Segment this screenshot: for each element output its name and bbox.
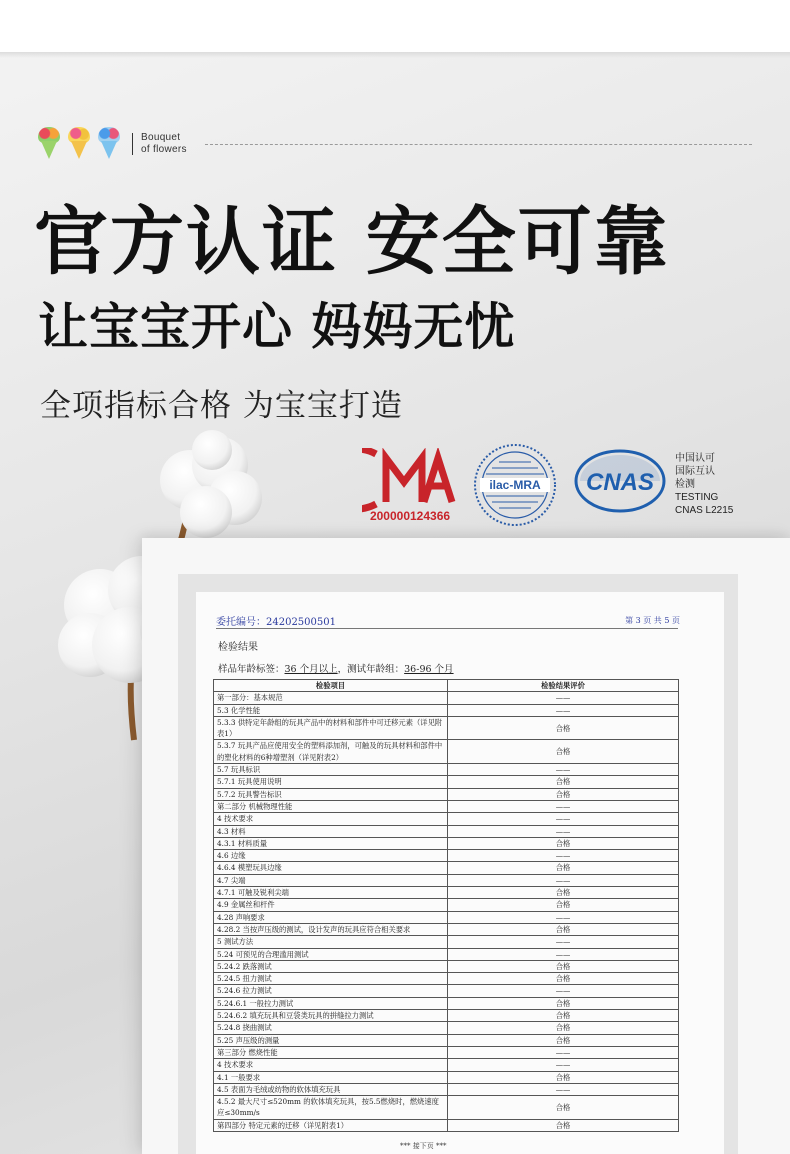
row-item: 4.28 声响要求 <box>214 911 448 923</box>
row-result: 合格 <box>448 1071 679 1083</box>
table-row <box>214 825 679 837</box>
row-item: 5.7 玩具标识 <box>214 764 448 776</box>
age-label-value: 36 个月以上 <box>284 664 338 675</box>
row-item: 4 技术要求 <box>214 813 448 825</box>
row-item: 5.24.6.1 一般拉力测试 <box>214 997 448 1009</box>
brand-line-1: Bouquet <box>141 132 181 143</box>
table-row <box>214 997 679 1009</box>
row-result: —— <box>448 800 679 812</box>
row-item: 4.7.1 可触及锐利尖端 <box>214 887 448 899</box>
row-result: —— <box>448 1046 679 1058</box>
top-band <box>0 0 790 52</box>
row-item: 5.24.6.2 填充玩具和豆袋类玩具的拼缝拉力测试 <box>214 1010 448 1022</box>
row-item: 第四部分 特定元素的迁移（详见附表1） <box>214 1119 448 1131</box>
table-header-row <box>214 680 679 692</box>
row-item: 5.25 声压级的测量 <box>214 1034 448 1046</box>
table-row <box>214 692 679 704</box>
row-result: —— <box>448 936 679 948</box>
row-result: 合格 <box>448 862 679 874</box>
row-item: 4.6.4 模塑玩具边缘 <box>214 862 448 874</box>
row-result: —— <box>448 764 679 776</box>
col-item-header: 检验项目 <box>214 680 448 692</box>
row-result: 合格 <box>448 887 679 899</box>
cnas-logo <box>574 449 666 513</box>
row-result: 合格 <box>448 837 679 849</box>
row-item: 4.7 尖端 <box>214 874 448 886</box>
row-result: 合格 <box>448 788 679 800</box>
age-label-prefix: 样品年龄标签： <box>218 664 285 675</box>
row-item: 5 测试方法 <box>214 936 448 948</box>
row-result: —— <box>448 1083 679 1095</box>
table-row <box>214 1022 679 1034</box>
bouquet-icon <box>66 127 92 161</box>
table-row <box>214 788 679 800</box>
row-item: 4.9 金属丝和杆件 <box>214 899 448 911</box>
cma-number: 200000124366 <box>369 509 451 523</box>
row-item: 5.24 可预见的合理滥用测试 <box>214 948 448 960</box>
row-result: —— <box>448 825 679 837</box>
row-result: 合格 <box>448 1010 679 1022</box>
table-row <box>214 985 679 997</box>
page-info: 第 3 页 共 5 页 <box>625 616 680 625</box>
commission-number: 委托编号：24202500501 <box>216 617 336 628</box>
table-row <box>214 1071 679 1083</box>
row-item: 5.24.8 挠曲测试 <box>214 1022 448 1034</box>
row-item: 4.1 一般要求 <box>214 1071 448 1083</box>
bouquet-icon <box>96 127 122 161</box>
table-row <box>214 1096 679 1120</box>
row-result: 合格 <box>448 960 679 972</box>
table-row <box>214 764 679 776</box>
row-result: 合格 <box>448 973 679 985</box>
row-item: 5.24.5 扭力测试 <box>214 973 448 985</box>
brand-line-2: of flowers <box>141 144 187 155</box>
brand-divider <box>132 133 133 155</box>
cnas-line: 中国认可 <box>675 453 715 464</box>
cnas-line: TESTING <box>675 492 719 503</box>
row-result: 合格 <box>448 776 679 788</box>
table-row <box>214 874 679 886</box>
brand-name <box>141 132 187 156</box>
row-item: 第一部分：基本规范 <box>214 692 448 704</box>
col-result-header: 检验结果评价 <box>448 680 679 692</box>
cnas-caption <box>675 452 733 517</box>
row-item: 4.6 边缘 <box>214 850 448 862</box>
cnas-line: 检测 <box>675 479 695 490</box>
row-result: 合格 <box>448 740 679 764</box>
cnas-line: 国际互认 <box>675 466 715 477</box>
row-result: —— <box>448 692 679 704</box>
table-row <box>214 899 679 911</box>
row-result: —— <box>448 985 679 997</box>
header-rule <box>216 628 678 629</box>
table-row <box>214 1034 679 1046</box>
test-age-prefix: ，测试年龄组： <box>337 664 405 675</box>
row-result: —— <box>448 704 679 716</box>
table-row <box>214 837 679 849</box>
row-item: 5.7.2 玩具警告标识 <box>214 788 448 800</box>
table-row <box>214 740 679 764</box>
age-info <box>218 661 454 675</box>
row-item: 5.24.2 跌落测试 <box>214 960 448 972</box>
row-item: 5.3 化学性能 <box>214 704 448 716</box>
ilac-text: ilac-MRA <box>489 478 541 492</box>
row-item: 4.5 表面为毛绒或纺物的软体填充玩具 <box>214 1083 448 1095</box>
table-row <box>214 923 679 935</box>
table-row <box>214 776 679 788</box>
table-row <box>214 850 679 862</box>
row-result: 合格 <box>448 899 679 911</box>
row-result: —— <box>448 1059 679 1071</box>
bouquet-icons <box>36 127 122 161</box>
tagline: 全项指标合格 为宝宝打造 <box>40 388 403 424</box>
brand-logo <box>36 126 187 162</box>
row-result: —— <box>448 911 679 923</box>
results-table <box>213 679 679 1132</box>
table-row <box>214 716 679 740</box>
row-item: 4 技术要求 <box>214 1059 448 1071</box>
test-age-value: 36-96 个月 <box>404 664 454 675</box>
table-row <box>214 887 679 899</box>
table-row <box>214 1083 679 1095</box>
row-item: 4.28.2 当按声压级的测试，设计发声的玩具应符合相关要求 <box>214 923 448 935</box>
row-result: 合格 <box>448 997 679 1009</box>
cnas-line: CNAS L2215 <box>675 505 734 516</box>
table-row <box>214 973 679 985</box>
headline: 官方认证 安全可靠 <box>34 199 670 285</box>
cnas-text: CNAS <box>585 469 655 496</box>
row-item: 5.3.3 供特定年龄组的玩具产品中的材料和部件中可迁移元素（详见附表1） <box>214 716 448 740</box>
table-row <box>214 911 679 923</box>
row-item: 第二部分 机械物理性能 <box>214 800 448 812</box>
row-item: 4.5.2 最大尺寸≤520mm 的软体填充玩具，按5.5燃烧时，燃烧速度应≤30mm/s <box>214 1096 448 1120</box>
row-item: 5.3.7 玩具产品应使用安全的塑料添加剂，可触及的玩具材料和部件中的塑化材料的6种增塑剂（详见附表2） <box>214 740 448 764</box>
bouquet-icon <box>36 127 62 161</box>
table-row <box>214 960 679 972</box>
row-result: 合格 <box>448 716 679 740</box>
cotton-boll-top <box>160 430 262 538</box>
row-result: 合格 <box>448 1034 679 1046</box>
row-result: 合格 <box>448 923 679 935</box>
continued-note: *** 接下页 *** <box>400 1142 447 1150</box>
results-table-body <box>214 692 679 1132</box>
table-row <box>214 1119 679 1131</box>
row-item: 第三部分 燃烧性能 <box>214 1046 448 1058</box>
row-result: 合格 <box>448 1022 679 1034</box>
table-row <box>214 813 679 825</box>
table-row <box>214 936 679 948</box>
row-result: 合格 <box>448 1096 679 1120</box>
subheadline: 让宝宝开心 妈妈无忧 <box>38 298 516 356</box>
results-title: 检验结果 <box>218 642 258 653</box>
dashed-divider <box>205 144 752 145</box>
row-result: 合格 <box>448 1119 679 1131</box>
row-item: 5.7.1 玩具使用说明 <box>214 776 448 788</box>
row-result: —— <box>448 874 679 886</box>
row-result: —— <box>448 850 679 862</box>
ilac-mra-logo <box>472 442 558 528</box>
row-result: —— <box>448 813 679 825</box>
table-row <box>214 800 679 812</box>
table-row <box>214 1046 679 1058</box>
row-result: —— <box>448 948 679 960</box>
row-item: 4.3.1 材料质量 <box>214 837 448 849</box>
table-row <box>214 862 679 874</box>
table-row <box>214 948 679 960</box>
table-row <box>214 1059 679 1071</box>
row-item: 5.24.6 拉力测试 <box>214 985 448 997</box>
row-item: 4.3 材料 <box>214 825 448 837</box>
table-row <box>214 704 679 716</box>
table-row <box>214 1010 679 1022</box>
